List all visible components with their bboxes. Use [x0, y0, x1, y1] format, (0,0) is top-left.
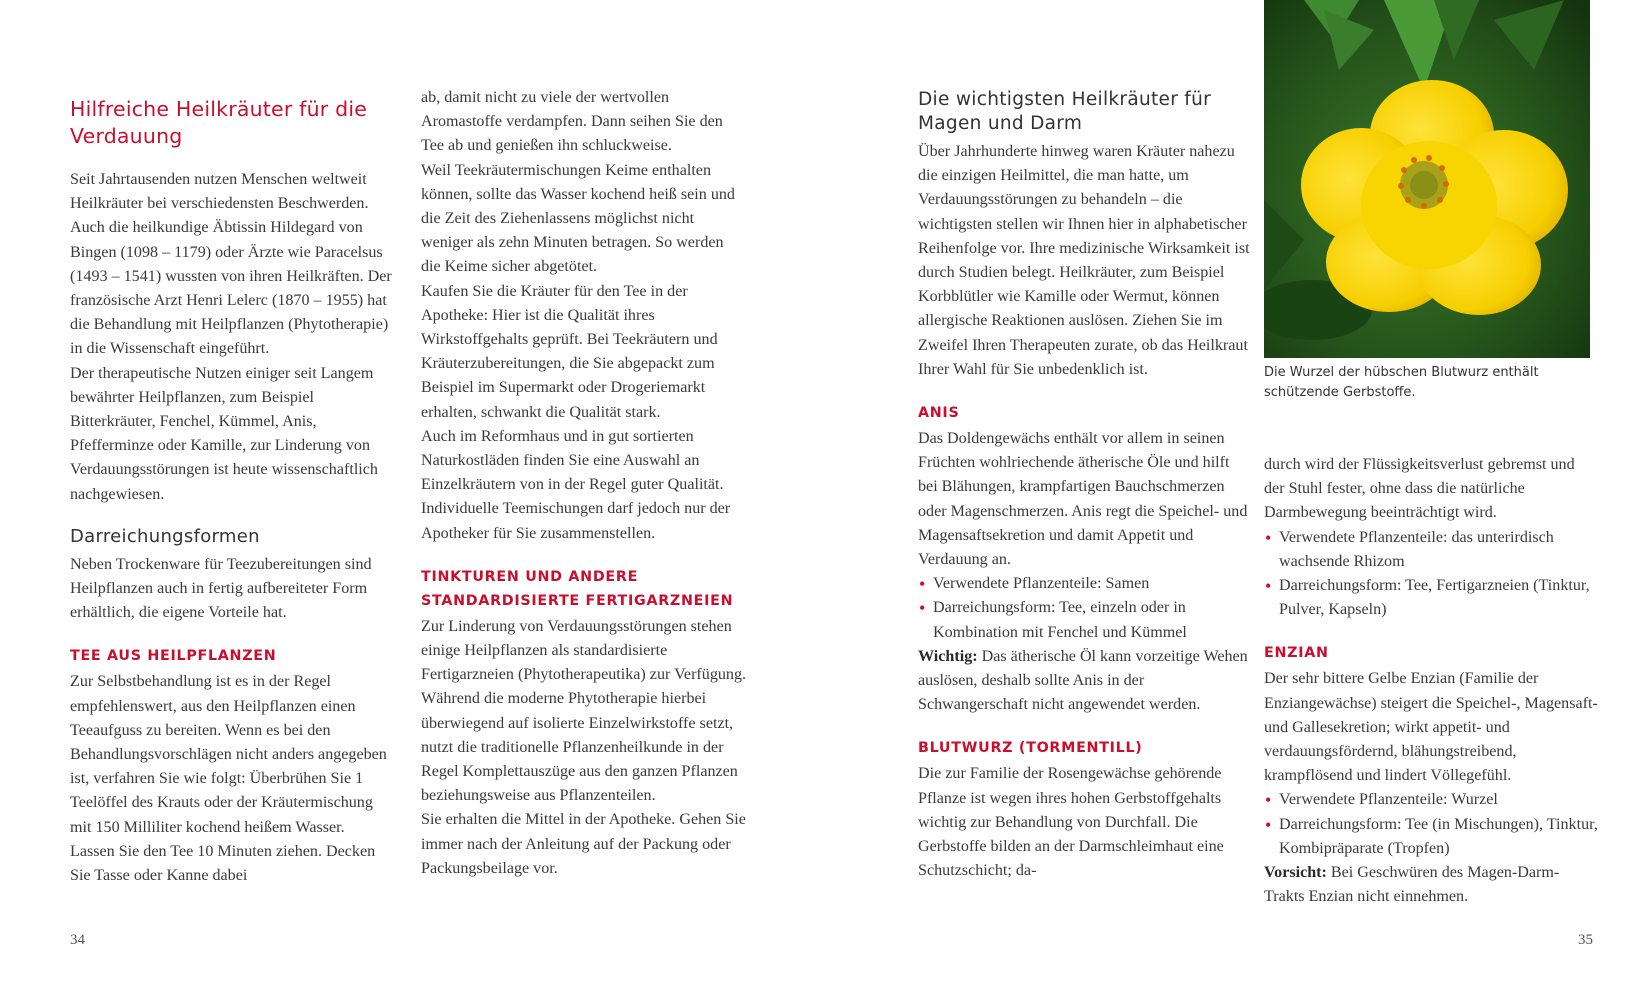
- list-item: • Darreichungsform: Tee, Fertigarzneien (Tinktur, Pulver, Kapseln): [1265, 576, 1590, 619]
- left-page-column-1: [70, 84, 392, 888]
- list-item: • Verwendete Pflanzenteile: Wurzel: [1265, 790, 1498, 811]
- warning-label: Vorsicht:: [1264, 864, 1327, 882]
- tee-paragraph: Zur Selbstbehandlung ist es in der Regel empfehlenswert, aus den Heilpflanzen einen Teeaufguss zu bereiten. Wenn es bei den Behandlungsvorschlägen nicht anders angegeben ist, verfahren Sie wie folgt: Überbrühen Sie 1 Teelöffel des Krauts oder der Kräutermischung mit 150 Milliliter kochend heißem Wasser. Lassen Sie den Tee 10 Minuten ziehen. Decken Sie Tasse oder Kanne dabei: [70, 673, 387, 885]
- blutwurz-paragraph: Die zur Familie der Rosengewächse gehörende Pflanze ist wegen ihres hohen Gerbstoffgehalts wichtig zur Behandlung von Durchfall. Die Gerbstoffe bilden an der Darmschleimhaut eine Schutzschicht; da-: [918, 765, 1224, 880]
- blutwurz-continuation: durch wird der Flüssigkeitsverlust gebremst und der Stuhl fester, ohne dass die natürliche Darmbewegung beeinträchtigt wird.: [1264, 456, 1575, 522]
- enzian-bullet-list: [1264, 788, 1598, 861]
- intro-paragraph-1: Seit Jahrtausenden nutzen Menschen weltweit Heilkräuter bei verschiedensten Beschwerden. Auch die heilkundige Äbtissin Hildegard von Bingen (1098 – 1179) oder Ärzte wie Paracelsus (1493 – 1541) wussten von ihren Heilkräften. Der französische Arzt Henri Lelerc (1870 – 1955) hat die Behandlung mit Heilpflanzen (Phytotherapie) in die Wissenschaft eingeführt.: [70, 171, 392, 358]
- right-intro-paragraph: Über Jahrhunderte hinweg waren Kräuter nahezu die einzigen Heilmittel, die man hatte, um Verdauungsstörungen zu behandeln – die wichtigsten stellen wir Ihnen hier in alphabetischer Reihenfolge vor. Ihre medizinische Wirksamkeit ist durch Studien belegt. Heilkräuter, zum Beispiel Korbblütler wie Kamille oder Wermut, können allergische Reaktionen auslösen. Ziehen Sie im Zweifel Ihren Therapeuten zurate, ob das Heilkraut Ihrer Wahl für Sie unbedenklich ist.: [918, 143, 1250, 378]
- list-item: • Verwendete Pflanzenteile: das unterirdisch wachsende Rhizom: [1265, 527, 1554, 570]
- subheading-tee: TEE AUS HEILPFLANZEN: [70, 648, 277, 665]
- col2-paragraph-3: Kaufen Sie die Kräuter für den Tee in der Apotheke: Hier ist die Qualität ihres Wirkstoffgehalts geprüft. Bei Teekräutern und Kräuterzubereitungen, die Sie abgepackt zum Beispiel im Supermarkt oder Drogeriemarkt erhalten, schwankt die Qualität stark.: [421, 282, 718, 421]
- list-item: • Darreichungsform: Tee, einzeln oder in Kombination mit Fenchel und Kümmel: [919, 598, 1187, 641]
- page-number-left: 34: [70, 932, 85, 948]
- warning-label: Wichtig:: [918, 647, 978, 665]
- right-page-title: Die wichtigsten Heilkräuter für Magen und Darm: [918, 89, 1212, 134]
- intro-paragraph-2: Der therapeutische Nutzen einiger seit Langem bewährter Heilpflanzen, zum Beispiel Bitterkräuter, Fenchel, Kümmel, Anis, Pfefferminze oder Kamille, zur Linderung von Verdauungsstörungen ist heute wissenschaftlich nachgewiesen.: [70, 364, 378, 503]
- bullet-icon: •: [1265, 814, 1272, 835]
- right-page-column-1: [918, 84, 1250, 883]
- photo-caption: Die Wurzel der hübschen Blutwurz enthält schützende Gerbstoffe.: [1264, 365, 1539, 400]
- tinkturen-paragraph-1: Zur Linderung von Verdauungsstörungen stehen einige Heilpflanzen als standardisierte Fertigarzneien (Phytotherapeutika) zur Verfügung. Während die moderne Phytotherapie hierbei überwiegend auf isolierte Einzelwirkstoffe setzt, nutzt die traditionelle Pflanzenheilkunde in der Regel Komplettauszüge aus den ganzen Pflanzen beziehungsweise aus Pflanzenteilen.: [421, 617, 747, 805]
- bullet-icon: •: [1265, 790, 1272, 811]
- tinkturen-paragraph-2: Sie erhalten die Mittel in der Apotheke. Gehen Sie immer nach der Anleitung auf der Packung oder Packungsbeilage vor.: [421, 811, 746, 877]
- col2-paragraph-1: ab, damit nicht zu viele der wertvollen Aromastoffe verdampfen. Dann seihen Sie den Tee ab und genießen ihn schluckweise.: [421, 89, 723, 155]
- subheading-tinkturen: TINKTUREN UND ANDERE STANDARDISIERTE FERTIGARZNEIEN: [421, 568, 734, 609]
- list-item: • Darreichungsform: Tee (in Mischungen), Tinktur, Kombipräparate (Tropfen): [1265, 814, 1598, 857]
- col2-paragraph-4: Auch im Reformhaus und in gut sortierten Naturkostläden finden Sie eine Auswahl an Einzelkräutern von in der Regel guter Qualität. Individuelle Teemischungen darf jedoch nur der Apotheker für Sie zusammenstellen.: [421, 427, 731, 542]
- bullet-icon: •: [919, 598, 926, 619]
- enzian-warning: Vorsicht: Bei Geschwüren des Magen-Darm-Trakts Enzian nicht einnehmen.: [1264, 864, 1560, 906]
- bullet-icon: •: [1265, 527, 1272, 548]
- right-page-column-2: [1264, 453, 1598, 909]
- enzian-paragraph: Der sehr bittere Gelbe Enzian (Familie der Enziangewächse) steigert die Speichel-, Magensaft- und Gallesekretion; wirkt appetit- und verdauungsfördernd, blähungstreibend, krampflösend und lindert Völlegefühl.: [1264, 670, 1598, 785]
- list-item: • Verwendete Pflanzenteile: Samen: [919, 574, 1150, 595]
- page-number-right: 35: [1578, 932, 1593, 948]
- left-page-column-2: [421, 86, 747, 881]
- col2-paragraph-2: Weil Teekräutermischungen Keime enthalten können, sollte das Wasser kochend heiß sein und die Zeit des Ziehenlassens möglichst nicht weniger als zehn Minuten betragen. So werden die Keime sicher abgetötet.: [421, 161, 735, 276]
- subheading-blutwurz: BLUTWURZ (TORMENTILL): [918, 740, 1143, 757]
- blutwurz-bullet-list: [1264, 526, 1598, 623]
- section-heading-darreichungsformen: Darreichungsformen: [70, 525, 260, 547]
- bullet-icon: •: [919, 574, 926, 595]
- subheading-anis: ANIS: [918, 405, 960, 422]
- page-title: Hilfreiche Heilkräuter für die Verdauung: [70, 97, 368, 148]
- anis-warning: Wichtig: Das ätherische Öl kann vorzeitige Wehen auslösen, deshalb sollte Anis in der Schwangerschaft nicht angewendet werden.: [918, 647, 1248, 714]
- darreichungsformen-paragraph: Neben Trockenware für Teezubereitungen sind Heilpflanzen auch in fertig aufbereiteter Form erhältlich, die eigene Vorteile hat.: [70, 555, 372, 622]
- blutwurz-flower-photo: [1264, 0, 1590, 358]
- anis-paragraph: Das Doldengewächs enthält vor allem in seinen Früchten wohlriechende ätherische Öle und hilft bei Blähungen, krampfartigen Bauchschmerzen oder Magenschmerzen. Anis regt die Speichel- und Magensaftsekretion und damit Appetit und Verdauung an.: [918, 430, 1248, 569]
- subheading-enzian: ENZIAN: [1264, 645, 1329, 662]
- bullet-icon: •: [1265, 576, 1272, 597]
- anis-bullet-list: [918, 572, 1250, 645]
